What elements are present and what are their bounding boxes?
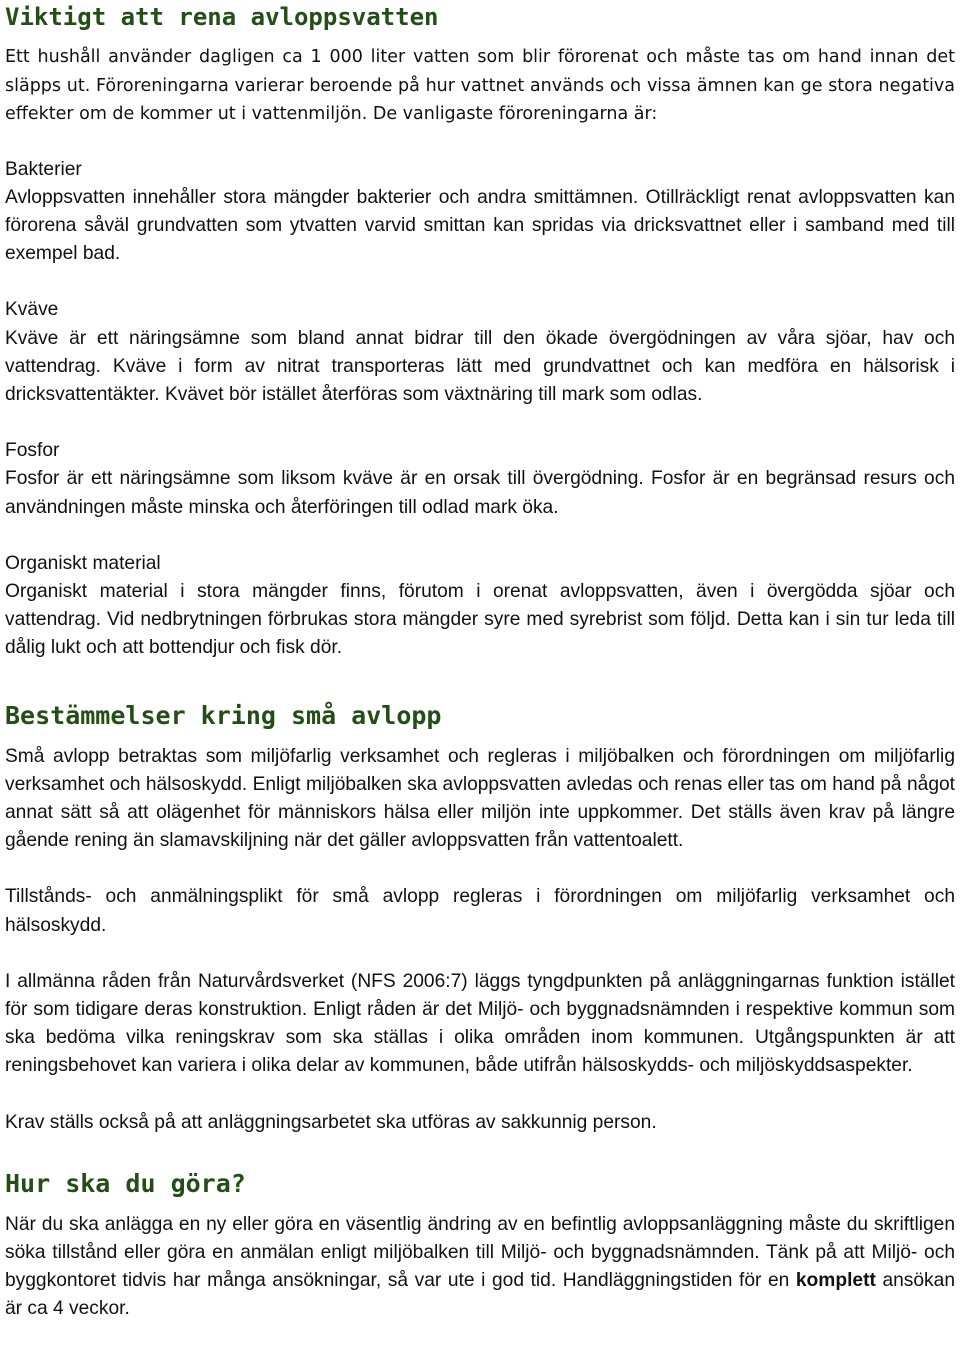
heading-bestammelser: Bestämmelser kring små avlopp	[5, 700, 442, 730]
topic-text: Kväve är ett näringsämne som bland annat bidrar till den ökade övergödningen av våra sjöar, hav och vattendrag. Kväve i form av nitrat transporteras lätt med grundvattnet och kan medföra en hälsorisk i dricksvattentäkter. Kvävet bör istället återföras som växtnäring till mark som odlas.	[5, 327, 955, 405]
topic-kvave	[5, 296, 955, 409]
intro-paragraph: Ett hushåll använder dagligen ca 1 000 liter vatten som blir förorenat och måste tas om hand innan det släpps ut. Föroreningarna varierar beroende på hur vattnet används och vissa ämnen kan ge stora negativa effekter om de kommer ut i vattenmiljön. De vanligaste föroreningarna är:	[5, 47, 955, 124]
topic-heading: Bakterier	[5, 158, 82, 180]
heading-viktigt: Viktigt att rena avloppsvatten	[5, 3, 439, 31]
topic-text: Fosfor är ett näringsämne som liksom kväve är en orsak till övergödning. Fosfor är en begränsad resurs och användningen måste minska och återföringen till odlad mark öka.	[5, 468, 955, 518]
bestammelser-paragraph-4: Krav ställs också på att anläggningsarbetet ska utföras av sakkunnig person.	[5, 1111, 657, 1133]
topic-heading: Fosfor	[5, 440, 60, 462]
topic-organiskt	[5, 550, 955, 663]
heading-hur-ska-du-gora: Hur ska du göra?	[5, 1168, 246, 1198]
hur-paragraph-text: När du ska anlägga en ny eller göra en väsentlig ändring av en befintlig avloppsanläggning måste du skriftligen söka tillstånd eller göra en anmälan enligt miljöbalken till Miljö- och byggnadsnämnden. Tänk på att Miljö- och byggkontoret tidvis har många ansökningar, så var ute i god tid. Handläggningstiden för en	[5, 1213, 955, 1292]
topic-text: Organiskt material i stora mängder finns, förutom i orenat avloppsvatten, även i övergödda sjöar och vattendrag. Vid nedbrytningen förbrukas stora mängder syre med syrebrist som följd. Detta kan i sin tur leda till dålig lukt och att bottendjur och fisk dör.	[5, 580, 955, 659]
topic-text: Avloppsvatten innehåller stora mängder bakterier och andra smittämnen. Otillräckligt renat avloppsvatten kan förorena såväl grundvatten som ytvatten varvid smittan kan spridas via dricksvattnet eller i samband med till exempel bad.	[5, 186, 955, 265]
hur-paragraph-text-end: ansökan är ca 4 veckor.	[5, 1270, 955, 1320]
topic-fosfor	[5, 437, 955, 522]
topic-heading: Organiskt material	[5, 552, 161, 574]
hur-paragraph	[5, 1211, 955, 1324]
hur-paragraph-bold: komplett	[795, 1270, 876, 1292]
bestammelser-paragraph-3: I allmänna råden från Naturvårdsverket (NFS 2006:7) läggs tyngdpunkten på anläggningarnas funktion istället för som tidigare deras konstruktion. Enligt råden är det Miljö- och byggnadsnämnden i respektive kommun som ska bedöma vilka reningskrav som ska ställas i olika områden inom kommunen. Utgångspunkten är att reningsbehovet kan variera i olika delar av kommunen, både utifrån hälsoskydds- och miljöskyddsaspekter.	[5, 970, 955, 1077]
bestammelser-paragraph-2: Tillstånds- och anmälningsplikt för små avlopp regleras i förordningen om miljöfarlig verksamhet och hälsoskydd.	[5, 886, 955, 936]
bestammelser-paragraph-1: Små avlopp betraktas som miljöfarlig verksamhet och regleras i miljöbalken och förordningen om miljöfarlig verksamhet och hälsoskydd. Enligt miljöbalken ska avloppsvatten avledas och renas eller tas om hand på något annat sätt så att olägenhet för människors hälsa eller miljön inte uppkommer. Det ställs även krav på längre gående rening än slamavskiljning när det gäller avloppsvatten från vattentoalett.	[5, 745, 955, 852]
topic-heading: Kväve	[5, 299, 59, 321]
topic-bakterier	[5, 156, 955, 269]
